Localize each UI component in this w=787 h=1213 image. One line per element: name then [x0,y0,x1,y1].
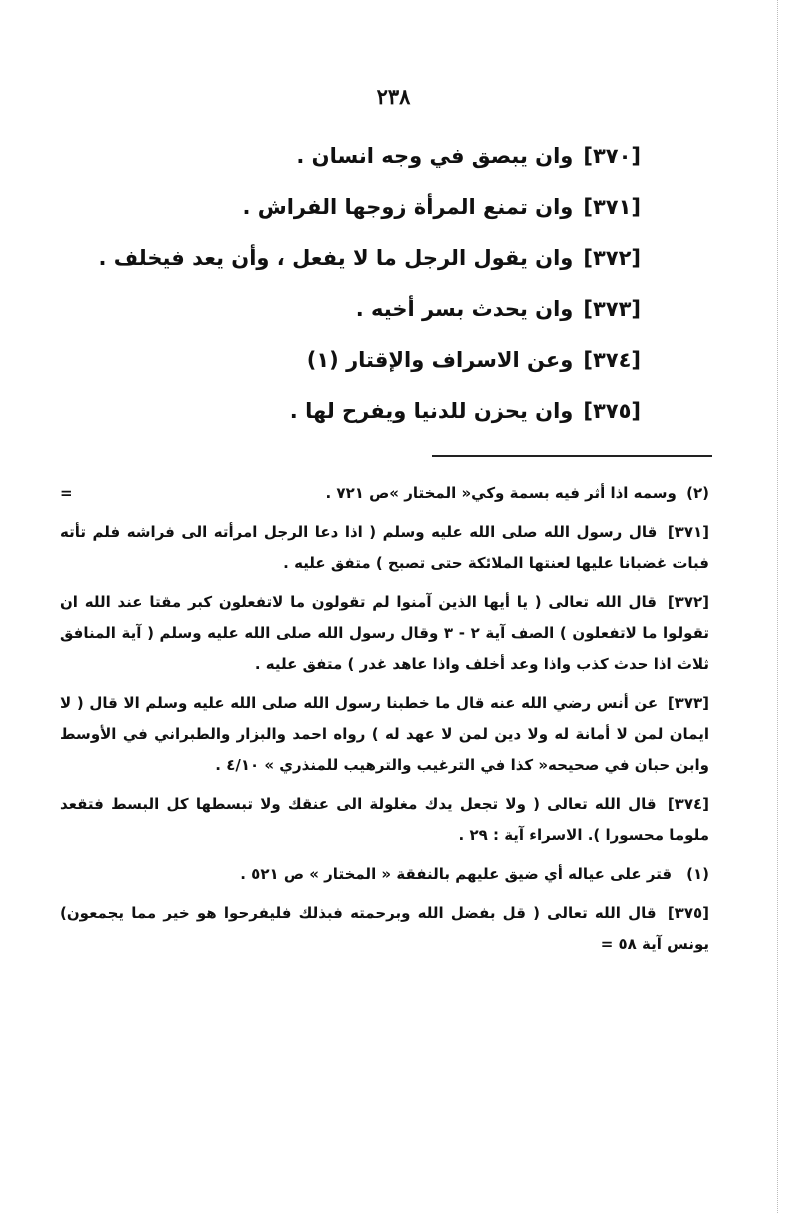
page-edge-line [777,0,778,1213]
footnote-continuation [60,478,709,509]
footnote-text: قال رسول الله صلى الله عليه وسلم ( اذا دعا الرجل امرأته الى فراشه فلم تأته فبات غضبانا عليها لعنتها الملائكة حتى تصبح ) متفق عليه . [60,523,709,572]
continuation-mark: = [60,484,73,502]
entry-number: [٣٧١] [583,195,641,219]
footnote-number: [٣٧٢] [667,593,709,611]
entry-number: [٣٧٥] [583,399,641,423]
footnotes [60,478,709,968]
footnote-number: (٢) [686,484,709,502]
footnote-text: وسمه اذا أثر فيه بسمة وكي« المختار »ص ٧٢١ . [325,484,677,502]
main-entry-374 [98,344,641,395]
entry-text: وان يحدث بسر أخيه . [355,297,574,321]
page-number: ٢٣٨ [376,84,411,109]
entry-text: وعن الاسراف والإقتار (١) [306,348,574,372]
entry-number: [٣٧٣] [583,297,641,321]
main-entry-371 [98,191,641,242]
footnote-text: قتر على عياله أي ضيق عليهم بالنفقة « المختار » ص ٥٢١ . [240,865,673,883]
entry-number: [٣٧٤] [583,348,641,372]
footnote-number: [٣٧٥] [667,904,709,922]
entry-text: وان يبصق في وجه انسان . [296,144,574,168]
footnote-number: [٣٧٤] [667,795,709,813]
main-entry-370 [98,140,641,191]
footnote-number: [٣٧١] [667,523,709,541]
main-entry-373 [98,293,641,344]
footnote-371 [60,517,709,579]
main-entry-372 [98,242,641,293]
footnote-number: (١) [686,865,709,883]
entry-text: وان تمنع المرأة زوجها الفراش . [242,195,574,219]
footnote-text: عن أنس رضي الله عنه قال ما خطبنا رسول الله صلى الله عليه وسلم الا قال ( لا ايمان لمن لا أمانة له ولا دين لمن لا عهد له ) رواه احمد والبزار والطبراني في الأوسط وابن حبان في صحيحه« كذا في الترغيب والترهيب للمنذري » ٤/١٠ . [60,694,709,774]
footnote-373 [60,688,709,781]
entry-text: وان يقول الرجل ما لا يفعل ، وأن يعد فيخلف . [98,246,574,270]
entry-text: وان يحزن للدنيا ويفرح لها . [289,399,574,423]
entry-number: [٣٧٠] [583,144,641,168]
footnote-372 [60,587,709,680]
footnote-1 [60,859,709,890]
footnote-text: قال الله تعالى ( ولا تجعل يدك مغلولة الى عنقك ولا تبسطها كل البسط فتقعد ملوما محسورا ). الاسراء آية : ٢٩ . [60,795,709,844]
entry-number: [٣٧٢] [583,246,641,270]
footnote-text: قال الله تعالى ( يا أيها الذين آمنوا لم تقولون ما لاتفعلون كبر مقتا عند الله ان تقولوا ما لاتفعلون ) الصف آية ٢ - ٣ وقال رسول الله صلى الله عليه وسلم ( آية المنافق ثلاث اذا حدث كذب واذا وعد أخلف واذا عاهد غدر ) متفق عليه . [60,593,709,673]
main-entry-375 [98,395,641,446]
main-text-list [98,140,641,446]
footnote-divider [432,455,712,457]
footnote-374 [60,789,709,851]
footnote-number: [٣٧٣] [667,694,709,712]
footnote-375 [60,898,709,960]
footnote-text: قال الله تعالى ( قل بفضل الله وبرحمته فبذلك فليفرحوا هو خير مما يجمعون) يونس آية ٥٨ = [60,904,709,953]
